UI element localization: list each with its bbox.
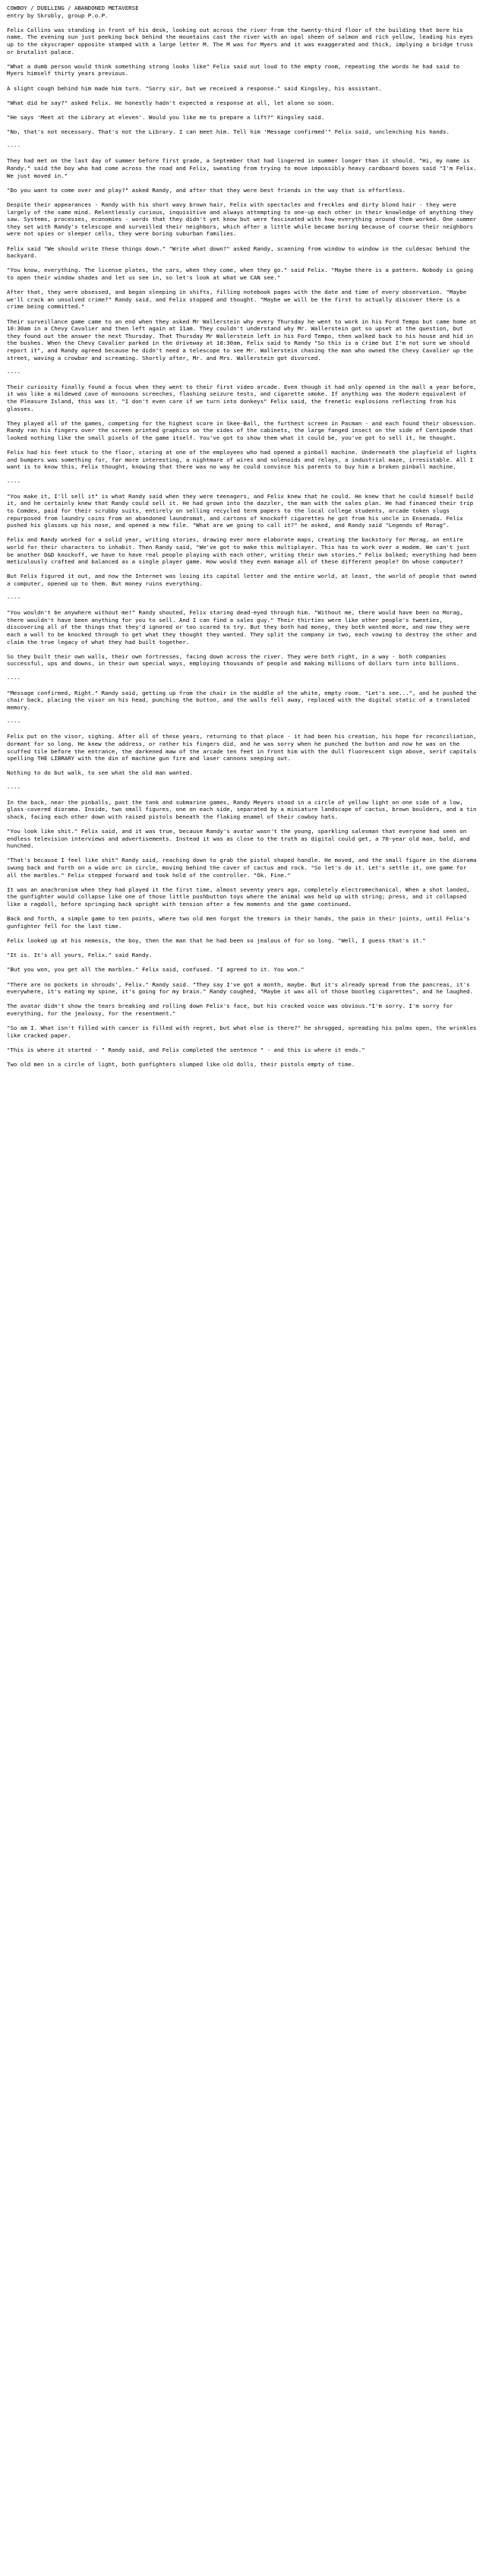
story-paragraph: It was an anachronism when they had played it the first time, almost seventy years ago, completely electromechanical. When a shot landed, the gunfighter would collapse like one of those little pushbutton toys where the animal was held up with string; press, and it collapsed like a ragdoll, before springing back upright with tension after a few moments and the game continued. [7,886,474,908]
story-paragraph: "You look like shit." Felix said, and it was true, because Randy's avatar wasn't the young, sparkling salesman that everyone had seen on endless television interviews and advertisements. Instead it was as close to the truth as digital could get, a 70-year old man, bald, and hunched. [7,828,474,850]
story-paragraph: After that, they were obsessed, and began sleeping in shifts, filling notebook pages with the date and time of every observation. "Maybe we'll crack an unsolved crime?" Randy said, and Felix stopped and thought. "Maybe we will be the first to actually discover there is a crime being committed." [7,289,470,311]
story-paragraph: Felix and Randy worked for a solid year, writing stories, drawing ever more elaborate maps, creating the backstory for Morag, an entire world for their characters to inhabit. Then Randy said, "We've got to make this multiplayer. This has to work over a modem. We can't just be another D&D knockoff, we have to have real people playing with each other, writing their own stories." Felix balked; everything had been meticulously crafted and balanced as a single player game. How would they even manage all of these different people? On whose computer? [7,536,480,566]
story-paragraph: Felix said "We should write these things down." "Write what down?" asked Randy, scanning from window to window in the culdesac behind the backyard. [7,245,474,260]
story-paragraph: Felix had his feet stuck to the floor, staring at one of the employees who had opened a pinball machine. Underneath the playfield of lights and bumpers was something for, far more interesting, a nightmare of wires and solenoids and relays, a industrial maze, irresistable. All I want is to know this, Felix thought, knowing that there was no way he could convince his parents to buy him a broken pinball machine. [7,449,480,471]
story-paragraph: "So am I. What isn't filled with cancer is filled with regret, but what else is there?" he shrugged, spreading his palms open, the wrinkles like cracked paper. [7,1024,480,1039]
story-paragraph: So they built their own walls, their own fortresses, facing down across the river. They were both right, in a way - both companies successful, ups and downs, in their own special ways, employing thousands of people and making millions of dollars turn into billions. [7,652,460,668]
entry-page [0,0,486,1069]
story-paragraph: "Do you want to come over and play?" asked Randy, and after that they were best friends in the way that is effortless. [7,186,406,194]
story-paragraph: Two old men in a circle of light, both gunfighters slumped like old dolls, their pistols empty of time. [7,1061,355,1069]
story-paragraph: "That's because I feel like shit" Randy said, reaching down to grab the pistol shaped handle. He moved, and the small figure in the diorama swung back and forth on a wide arc in circle, moving behind the cover of cactus and rock. "So let's do it. Let's settle it, one game for all the marbles." Felix stepped forward and took hold of the controller. "Ok. Fine." [7,857,480,879]
story-paragraph: The avatar didn't show the tears breaking and rolling down Felix's face, but his cracked voice was obvious."I'm sorry. I'm sorry for everything, for the jealousy, for the resentment." [7,1002,456,1017]
section-separator: ---- [7,595,21,602]
story-paragraph: A slight cough behind him made him turn. "Sorry sir, but we received a response." said Kingsley, his assistant. [7,84,382,92]
section-separator: ---- [7,478,21,485]
story-paragraph: Nothing to do but walk, to see what the old man wanted. [7,769,193,777]
story-paragraph: "You wouldn't be anywhere without me!" Randy shouted, Felix staring dead-eyed through him. "Without me, there would have been no Morag, there wouldn't have been anything for you to sell. And I can find a sales guy." Their thirties were like other people's twenties, discovering all of the things that they'd ignored or too scared to try. But they both had money, they both wanted more, and now they were each a wall to be knocked through to get what they thought they wanted. They split the company in two, each vowing to destroy the other and claim the true legacy of what they had built together. [7,609,480,646]
section-separator: ---- [7,143,21,150]
story-paragraph: "You make it, I'll sell it" is what Randy said when they were teenagers, and Felix knew that he could. He knew that he could himself build it, and he certainly knew that Randy could sell it. He had grown into the dazzler, the man with the sales plan. He had financed their trip to Comdex, paid for their scrubby suits, entirely on selling recycled term papers to the local college students, arcade token slugs repurposed from laundry coins from an abandoned laundromat, and cartons of knockoff cigarettes he got from his uncle in Ensenada. Felix pushed his glasses up his nose, and opened a new file. "What are we going to call it?" he asked, and Randy said "Legends of Morag". [7,492,477,529]
story-paragraph: "There are no pockets in shrouds', Felix." Randy said. "They say I've got a month, maybe. But it's already spread from the pancreas, it's everywhere, it's eating my spine, it's going for my brain." Randy coughed, "Maybe it was all of those bootleg cigarettes", and he laughed. [7,980,474,996]
story-paragraph: "What a dumb person would think something strong looks like" Felix said out loud to the empty room, repeating the words he had said to Myers himself thirty years previous. [7,62,463,77]
section-separator: ---- [7,368,21,376]
story-paragraph: They had met on the last day of summer before first grade, a September that had lingered in summer longer than it should. "Hi, my name is Randy." said the boy who had come across the road and Felix, sweating from trying to move impossibly heavy cardboard boxes said "I'm Felix. We just moved in." [7,157,480,179]
story-paragraph: "But you won, you get all the marbles." Felix said, confused. "I agreed to it. You won." [7,966,305,974]
story-paragraph: Felix looked up at his nemesis, the boy, then the man that he had been so jealous of for so long. "Well, I guess that's it." [7,937,426,944]
story-paragraph: Despite their appearances - Randy with his short wavy brown hair, Felix with spectacles and freckles and dirty blond hair - they were largely of the same mind. Relentlessly curious, inquisitive and always attempting to one-up each other in their knowledge of anything they saw. Systems, processes, economies - words that they didn't yet know but were fascinated with how everything around them worked. One summer they set with Randy's telescope and surveilled their neighbors, which after a little while became boring because of course their neighbors were not spies or sleeper cells, they were boring suburban families. [7,201,480,238]
story-paragraph: In the back, near the pinballs, past the tank and submarine games, Randy Meyers stood in a circle of yellow light on one side of a low, glass-covered diorama. Inside, two small figures, one on each side, separated by a miniature landscape of cactus, brown boulders, and a tin shack, facing each other down with raised pistols beneath the flaking enamel of their cowboy hats. [7,798,480,820]
story-paragraph: "You know, everything. The license plates, the cars, when they come, when they go." said Felix. "Maybe there is a pattern. Nobody is going to open their window shades and let us see in, so let's look at what we CAN see." [7,267,477,281]
story-paragraph: Their curiosity finally found a focus when they went to their first video arcade. Even though it had only opened in the mall a year before, it was like a mildewed cave of monsoons screeches, flashing seizure tests, and cigarette smoke. If anything was the modern equivalent of the Pleasure Island, this was it. "I don't even care if we turn into donkeys" Felix said, the frenetic explosions reflecting from his glasses. [7,383,480,412]
story-paragraph: Felix Collins was standing in front of his desk, looking out across the river from the twenty-third floor of the building that bore his name. The evening sun just peeking back behind the mountains cast the river with an opal sheen of salmon and rich yellow, leading his eyes up to the skyscraper opposite stamped with a large letter M. The M was for Myers and it was exaggerated and thick, implying a bridge truss or brutalist palace. [7,26,477,55]
story-paragraph: "What did he say?" asked Felix. He honestly hadn't expected a response at all, let alone so soon. [7,99,335,106]
section-separator: ---- [7,674,21,682]
story-paragraph: Their surveillance game came to an end when they asked Mr Wallerstein why every Thursday he went to work in his Ford Tempo but came home at 10:30am in a Chevy Cavalier and then left again at 11am. They couldn't understand why Mr. Wallerstein got so upset at the question, but they found out the answer the next Thursday. That Thursday Mr Wallerstein left in his Ford Tempo, then walked back to his house and hid in the bushes. When the Chevy Cavalier parked in the driveway at 10:30am, Felix said to Randy "So this is a crime but I'm not sure we should report it", and Randy agreed because he didn't need a telescope to see Mr. Wallerstein chasing the man who owned the Chevy Cavalier up the street, waving a crowbar and screaming. Shortly after, Mr. and Mrs. Wallerstein got divorced. [7,317,480,361]
story-paragraph: "Message confirmed, Right." Randy said, getting up from the chair in the middle of the white, empty room. "Let's see...", and he pushed the chair back, placing the visor on his head, punching the button, and the walls fell away, replaced with the digital static of a translated memory. [7,689,480,711]
story-paragraph: Felix put on the visor, sighing. After all of these years, returning to that place - it had been his creation, his hope for reconciliation, dormant for so long. He knew the address, or rather his fingers did, and he was sorry when he punched the button and now he was on the scuffed tile before the entrance, the darkened maw of the arcade ten feet in front him with the dull fluorescent sign above, serif capitals spelling THE LIBRARY with the din of machine gun fire and laser cannons seeping out. [7,733,480,762]
story-paragraph: Back and forth, a simple game to ten points, where two old men forgot the tremors in their hands, the pain in their joints, until Felix's gunfighter fell for the last time. [7,915,474,930]
story-paragraph: "He says 'Meet at the Library at eleven'. Would you like me to prepare a lift?" Kingsley said. [7,113,325,121]
breadcrumb: COWBOY / DUELLING / ABANDONED METAVERSE [7,5,139,11]
story-paragraph: "It is. It's all yours, Felix." said Randy. [7,952,153,959]
story-body [7,27,479,1069]
story-paragraph: "This is where it started - " Randy said, and Felix completed the sentence " - and this is where it ends." [7,1046,365,1053]
section-separator: ---- [7,784,21,791]
story-paragraph: But Felix figured it out, and now the Internet was losing its capital letter and the entire world, at least, the world of people that owned a computer, opened up to them. But money ruins everything. [7,573,480,587]
story-paragraph: "No, that's not necessary. That's not the Library. I can meet him. Tell him 'Message confirmed'" Felix said, unclenching his hands. [7,128,450,136]
section-separator: ---- [7,718,21,726]
byline: entry by Skrubly, group P.o.P. [7,11,109,19]
story-paragraph: They played all of the games, competing for the highest score in Skee-Ball, the furthest screen in Pacman - and each found their obsession. Randy ran his fingers over the screen printed graphics on the sides of the cabinets, the large fanged insect on the side of Centipede that looked nothing like the small pixels of the game itself. You've got to show them what it could be, you've got to sell it, he thought. [7,419,480,442]
